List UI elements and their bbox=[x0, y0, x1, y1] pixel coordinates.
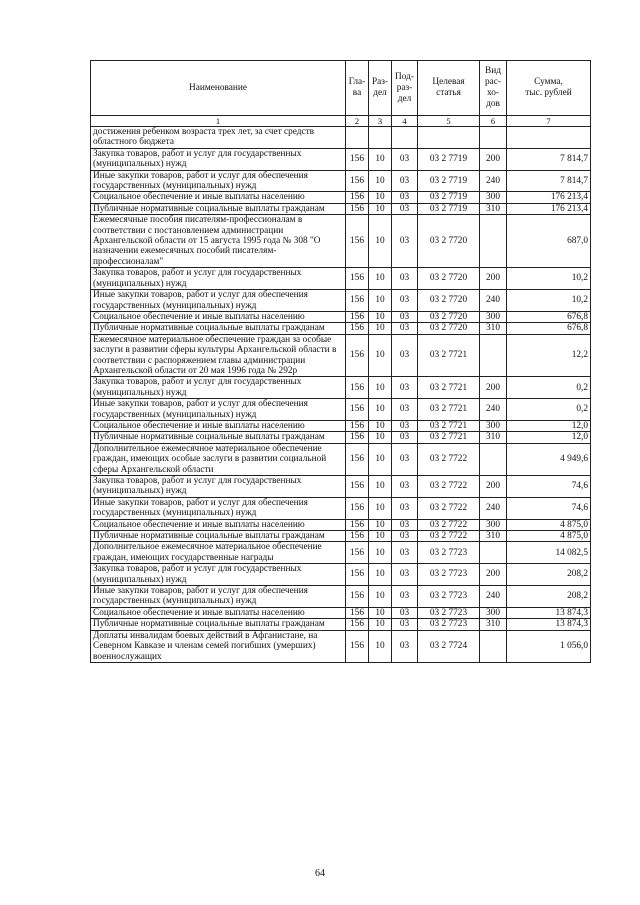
row-target-article-cell: 03 2 7722 bbox=[418, 497, 480, 519]
table-row bbox=[91, 334, 591, 377]
row-target-article-cell: 03 2 7721 bbox=[418, 432, 480, 443]
row-glava-cell: 156 bbox=[346, 630, 369, 662]
row-expense-type-cell: 240 bbox=[480, 586, 507, 608]
row-target-article-cell: 03 2 7722 bbox=[418, 476, 480, 498]
row-glava-cell: 156 bbox=[346, 564, 369, 586]
row-target-article-cell: 03 2 7720 bbox=[418, 215, 480, 268]
row-razdel-cell: 10 bbox=[369, 443, 392, 475]
row-podrazdel-cell: 03 bbox=[392, 443, 418, 475]
header-podrazdel: Под- раз- дел bbox=[392, 61, 418, 116]
column-number-row bbox=[91, 116, 591, 127]
row-expense-type-cell: 200 bbox=[480, 377, 507, 399]
row-podrazdel-cell: 03 bbox=[392, 148, 418, 170]
table-row bbox=[91, 127, 591, 149]
table-row bbox=[91, 268, 591, 290]
table-row bbox=[91, 542, 591, 564]
row-razdel-cell: 10 bbox=[369, 290, 392, 312]
row-expense-type-cell: 300 bbox=[480, 519, 507, 530]
row-sum-cell bbox=[507, 127, 591, 149]
table-row bbox=[91, 443, 591, 475]
header-glava: Гла- ва bbox=[346, 61, 369, 116]
row-expense-type-cell bbox=[480, 443, 507, 475]
row-expense-type-cell: 310 bbox=[480, 531, 507, 542]
row-target-article-cell: 03 2 7724 bbox=[418, 630, 480, 662]
header-sum: Сумма, тыс. рублей bbox=[507, 61, 591, 116]
row-sum-cell: 676,8 bbox=[507, 311, 591, 322]
row-expense-type-cell: 200 bbox=[480, 268, 507, 290]
row-expense-type-cell: 200 bbox=[480, 564, 507, 586]
row-expense-type-cell bbox=[480, 630, 507, 662]
row-glava-cell: 156 bbox=[346, 432, 369, 443]
row-podrazdel-cell: 03 bbox=[392, 497, 418, 519]
row-sum-cell: 208,2 bbox=[507, 586, 591, 608]
row-podrazdel-cell: 03 bbox=[392, 203, 418, 214]
table-row bbox=[91, 323, 591, 334]
row-name-cell: Закупка товаров, работ и услуг для государственных (муниципальных) нужд bbox=[91, 148, 346, 170]
row-razdel-cell: 10 bbox=[369, 607, 392, 618]
row-razdel-cell: 10 bbox=[369, 519, 392, 530]
row-razdel-cell: 10 bbox=[369, 192, 392, 203]
row-glava-cell: 156 bbox=[346, 497, 369, 519]
row-glava-cell: 156 bbox=[346, 607, 369, 618]
row-name-cell: Иные закупки товаров, работ и услуг для обеспечения государственных (муниципальных) нужд bbox=[91, 399, 346, 421]
row-sum-cell: 74,6 bbox=[507, 497, 591, 519]
header-target-article: Целевая статья bbox=[418, 61, 480, 116]
table-row bbox=[91, 619, 591, 630]
row-razdel-cell: 10 bbox=[369, 170, 392, 192]
table-row bbox=[91, 377, 591, 399]
col-num: 6 bbox=[480, 116, 507, 127]
row-expense-type-cell bbox=[480, 215, 507, 268]
row-podrazdel-cell: 03 bbox=[392, 432, 418, 443]
row-sum-cell: 10,2 bbox=[507, 290, 591, 312]
row-name-cell: Иные закупки товаров, работ и услуг для обеспечения государственных (муниципальных) нужд bbox=[91, 290, 346, 312]
row-target-article-cell: 03 2 7723 bbox=[418, 564, 480, 586]
row-target-article-cell: 03 2 7719 bbox=[418, 203, 480, 214]
table-row bbox=[91, 586, 591, 608]
row-target-article-cell: 03 2 7723 bbox=[418, 586, 480, 608]
row-sum-cell: 12,0 bbox=[507, 420, 591, 431]
row-sum-cell: 0,2 bbox=[507, 399, 591, 421]
row-name-cell: достижения ребенком возраста трех лет, за счет средств областного бюджета bbox=[91, 127, 346, 149]
row-podrazdel-cell: 03 bbox=[392, 630, 418, 662]
row-razdel-cell: 10 bbox=[369, 619, 392, 630]
row-name-cell: Ежемесячные пособия писателям-профессионалам в соответствии с постановлением администрации Архангельской области от 15 августа 1995 года № 308 "О назначении ежемесячных пособий писателям-профессионалам" bbox=[91, 215, 346, 268]
row-glava-cell: 156 bbox=[346, 290, 369, 312]
row-target-article-cell: 03 2 7723 bbox=[418, 542, 480, 564]
row-razdel-cell: 10 bbox=[369, 215, 392, 268]
row-glava-cell: 156 bbox=[346, 323, 369, 334]
table-row bbox=[91, 564, 591, 586]
row-target-article-cell bbox=[418, 127, 480, 149]
row-sum-cell: 13 874,3 bbox=[507, 607, 591, 618]
row-sum-cell: 12,2 bbox=[507, 334, 591, 377]
table-row bbox=[91, 476, 591, 498]
table-body bbox=[91, 127, 591, 663]
row-target-article-cell: 03 2 7720 bbox=[418, 323, 480, 334]
row-name-cell: Публичные нормативные социальные выплаты гражданам bbox=[91, 323, 346, 334]
row-name-cell: Социальное обеспечение и иные выплаты населению bbox=[91, 519, 346, 530]
row-sum-cell: 4 949,6 bbox=[507, 443, 591, 475]
row-sum-cell: 74,6 bbox=[507, 476, 591, 498]
row-name-cell: Закупка товаров, работ и услуг для государственных (муниципальных) нужд bbox=[91, 476, 346, 498]
budget-table bbox=[90, 60, 591, 663]
row-razdel-cell: 10 bbox=[369, 334, 392, 377]
row-name-cell: Закупка товаров, работ и услуг для государственных (муниципальных) нужд bbox=[91, 377, 346, 399]
row-podrazdel-cell: 03 bbox=[392, 170, 418, 192]
row-name-cell: Дополнительное ежемесячное материальное обеспечение граждан, имеющих особые заслуги в развитии социальной сферы Архангельской области bbox=[91, 443, 346, 475]
row-name-cell: Ежемесячное материальное обеспечение граждан за особые заслуги в развитии сферы культуры Архангельской области в соответствии с распоряжением главы администрации Архангельской области от 20 мая 1996 года № 292р bbox=[91, 334, 346, 377]
row-expense-type-cell: 240 bbox=[480, 399, 507, 421]
row-sum-cell: 10,2 bbox=[507, 268, 591, 290]
row-sum-cell: 676,8 bbox=[507, 323, 591, 334]
header-expense-type: Вид рас- хо- дов bbox=[480, 61, 507, 116]
row-sum-cell: 1 056,0 bbox=[507, 630, 591, 662]
row-name-cell: Социальное обеспечение и иные выплаты населению bbox=[91, 311, 346, 322]
row-glava-cell: 156 bbox=[346, 586, 369, 608]
row-target-article-cell: 03 2 7719 bbox=[418, 148, 480, 170]
row-target-article-cell: 03 2 7723 bbox=[418, 619, 480, 630]
table-row bbox=[91, 607, 591, 618]
row-expense-type-cell: 300 bbox=[480, 607, 507, 618]
row-podrazdel-cell: 03 bbox=[392, 619, 418, 630]
row-expense-type-cell: 200 bbox=[480, 476, 507, 498]
row-podrazdel-cell: 03 bbox=[392, 323, 418, 334]
row-podrazdel-cell: 03 bbox=[392, 311, 418, 322]
row-razdel-cell: 10 bbox=[369, 542, 392, 564]
row-razdel-cell: 10 bbox=[369, 564, 392, 586]
row-glava-cell: 156 bbox=[346, 619, 369, 630]
row-expense-type-cell: 240 bbox=[480, 497, 507, 519]
row-expense-type-cell: 310 bbox=[480, 432, 507, 443]
row-razdel-cell: 10 bbox=[369, 268, 392, 290]
table-row bbox=[91, 148, 591, 170]
row-expense-type-cell: 240 bbox=[480, 290, 507, 312]
row-podrazdel-cell: 03 bbox=[392, 476, 418, 498]
row-glava-cell: 156 bbox=[346, 420, 369, 431]
row-glava-cell: 156 bbox=[346, 334, 369, 377]
row-sum-cell: 0,2 bbox=[507, 377, 591, 399]
row-glava-cell bbox=[346, 127, 369, 149]
row-target-article-cell: 03 2 7721 bbox=[418, 334, 480, 377]
row-target-article-cell: 03 2 7722 bbox=[418, 443, 480, 475]
row-sum-cell: 208,2 bbox=[507, 564, 591, 586]
col-num: 5 bbox=[418, 116, 480, 127]
row-razdel-cell: 10 bbox=[369, 497, 392, 519]
row-razdel-cell: 10 bbox=[369, 476, 392, 498]
row-podrazdel-cell: 03 bbox=[392, 564, 418, 586]
row-sum-cell: 4 875,0 bbox=[507, 519, 591, 530]
header-name: Наименование bbox=[91, 61, 346, 116]
row-expense-type-cell bbox=[480, 127, 507, 149]
row-razdel-cell: 10 bbox=[369, 148, 392, 170]
row-glava-cell: 156 bbox=[346, 531, 369, 542]
row-podrazdel-cell: 03 bbox=[392, 607, 418, 618]
row-podrazdel-cell: 03 bbox=[392, 542, 418, 564]
row-target-article-cell: 03 2 7719 bbox=[418, 192, 480, 203]
row-expense-type-cell bbox=[480, 542, 507, 564]
row-expense-type-cell: 300 bbox=[480, 420, 507, 431]
row-razdel-cell: 10 bbox=[369, 203, 392, 214]
row-razdel-cell bbox=[369, 127, 392, 149]
table-row bbox=[91, 420, 591, 431]
row-podrazdel-cell: 03 bbox=[392, 519, 418, 530]
row-sum-cell: 176 213,4 bbox=[507, 192, 591, 203]
row-glava-cell: 156 bbox=[346, 148, 369, 170]
row-name-cell: Доплаты инвалидам боевых действий в Афганистане, на Северном Кавказе и членам семей погибших (умерших) военнослужащих bbox=[91, 630, 346, 662]
row-podrazdel-cell: 03 bbox=[392, 377, 418, 399]
row-expense-type-cell: 300 bbox=[480, 192, 507, 203]
row-target-article-cell: 03 2 7719 bbox=[418, 170, 480, 192]
row-razdel-cell: 10 bbox=[369, 432, 392, 443]
header-razdel: Раз- дел bbox=[369, 61, 392, 116]
table-row bbox=[91, 519, 591, 530]
row-glava-cell: 156 bbox=[346, 192, 369, 203]
table-row bbox=[91, 215, 591, 268]
row-sum-cell: 14 082,5 bbox=[507, 542, 591, 564]
row-name-cell: Публичные нормативные социальные выплаты гражданам bbox=[91, 619, 346, 630]
row-podrazdel-cell: 03 bbox=[392, 586, 418, 608]
row-razdel-cell: 10 bbox=[369, 323, 392, 334]
row-podrazdel-cell: 03 bbox=[392, 215, 418, 268]
row-expense-type-cell: 310 bbox=[480, 619, 507, 630]
row-podrazdel-cell: 03 bbox=[392, 399, 418, 421]
row-expense-type-cell bbox=[480, 334, 507, 377]
row-razdel-cell: 10 bbox=[369, 377, 392, 399]
row-expense-type-cell: 200 bbox=[480, 148, 507, 170]
row-razdel-cell: 10 bbox=[369, 586, 392, 608]
row-target-article-cell: 03 2 7720 bbox=[418, 290, 480, 312]
table-row bbox=[91, 290, 591, 312]
col-num: 3 bbox=[369, 116, 392, 127]
row-podrazdel-cell: 03 bbox=[392, 531, 418, 542]
row-sum-cell: 176 213,4 bbox=[507, 203, 591, 214]
table-row bbox=[91, 203, 591, 214]
row-target-article-cell: 03 2 7723 bbox=[418, 607, 480, 618]
row-glava-cell: 156 bbox=[346, 443, 369, 475]
row-target-article-cell: 03 2 7721 bbox=[418, 420, 480, 431]
table-row bbox=[91, 311, 591, 322]
row-glava-cell: 156 bbox=[346, 542, 369, 564]
row-razdel-cell: 10 bbox=[369, 399, 392, 421]
row-razdel-cell: 10 bbox=[369, 531, 392, 542]
row-razdel-cell: 10 bbox=[369, 420, 392, 431]
row-razdel-cell: 10 bbox=[369, 630, 392, 662]
row-name-cell: Социальное обеспечение и иные выплаты населению bbox=[91, 420, 346, 431]
row-name-cell: Дополнительное ежемесячное материальное обеспечение граждан, имеющих государственные награды bbox=[91, 542, 346, 564]
row-name-cell: Публичные нормативные социальные выплаты гражданам bbox=[91, 203, 346, 214]
table-row bbox=[91, 531, 591, 542]
row-glava-cell: 156 bbox=[346, 519, 369, 530]
row-target-article-cell: 03 2 7721 bbox=[418, 399, 480, 421]
row-podrazdel-cell: 03 bbox=[392, 290, 418, 312]
row-glava-cell: 156 bbox=[346, 311, 369, 322]
row-name-cell: Публичные нормативные социальные выплаты гражданам bbox=[91, 432, 346, 443]
row-name-cell: Закупка товаров, работ и услуг для государственных (муниципальных) нужд bbox=[91, 268, 346, 290]
row-expense-type-cell: 300 bbox=[480, 311, 507, 322]
col-num: 2 bbox=[346, 116, 369, 127]
col-num: 1 bbox=[91, 116, 346, 127]
table-row bbox=[91, 170, 591, 192]
row-target-article-cell: 03 2 7720 bbox=[418, 311, 480, 322]
row-glava-cell: 156 bbox=[346, 268, 369, 290]
row-glava-cell: 156 bbox=[346, 170, 369, 192]
col-num: 4 bbox=[392, 116, 418, 127]
table-row bbox=[91, 432, 591, 443]
row-target-article-cell: 03 2 7722 bbox=[418, 531, 480, 542]
table-row bbox=[91, 399, 591, 421]
row-sum-cell: 687,0 bbox=[507, 215, 591, 268]
row-podrazdel-cell: 03 bbox=[392, 420, 418, 431]
row-target-article-cell: 03 2 7721 bbox=[418, 377, 480, 399]
row-target-article-cell: 03 2 7720 bbox=[418, 268, 480, 290]
table-row bbox=[91, 192, 591, 203]
document-page bbox=[90, 60, 590, 663]
row-sum-cell: 7 814,7 bbox=[507, 170, 591, 192]
table-row bbox=[91, 630, 591, 662]
row-razdel-cell: 10 bbox=[369, 311, 392, 322]
row-glava-cell: 156 bbox=[346, 476, 369, 498]
row-name-cell: Иные закупки товаров, работ и услуг для обеспечения государственных (муниципальных) нужд bbox=[91, 170, 346, 192]
row-podrazdel-cell bbox=[392, 127, 418, 149]
row-glava-cell: 156 bbox=[346, 215, 369, 268]
table-row bbox=[91, 497, 591, 519]
row-sum-cell: 7 814,7 bbox=[507, 148, 591, 170]
row-glava-cell: 156 bbox=[346, 377, 369, 399]
row-name-cell: Иные закупки товаров, работ и услуг для обеспечения государственных (муниципальных) нужд bbox=[91, 586, 346, 608]
row-glava-cell: 156 bbox=[346, 203, 369, 214]
row-podrazdel-cell: 03 bbox=[392, 268, 418, 290]
table-header-row bbox=[91, 61, 591, 116]
row-name-cell: Закупка товаров, работ и услуг для государственных (муниципальных) нужд bbox=[91, 564, 346, 586]
row-name-cell: Социальное обеспечение и иные выплаты населению bbox=[91, 192, 346, 203]
page-number: 64 bbox=[315, 868, 325, 879]
row-sum-cell: 4 875,0 bbox=[507, 531, 591, 542]
row-name-cell: Социальное обеспечение и иные выплаты населению bbox=[91, 607, 346, 618]
row-name-cell: Иные закупки товаров, работ и услуг для обеспечения государственных (муниципальных) нужд bbox=[91, 497, 346, 519]
row-expense-type-cell: 240 bbox=[480, 170, 507, 192]
row-name-cell: Публичные нормативные социальные выплаты гражданам bbox=[91, 531, 346, 542]
row-target-article-cell: 03 2 7722 bbox=[418, 519, 480, 530]
row-sum-cell: 12,0 bbox=[507, 432, 591, 443]
row-expense-type-cell: 310 bbox=[480, 323, 507, 334]
row-sum-cell: 13 874,3 bbox=[507, 619, 591, 630]
row-glava-cell: 156 bbox=[346, 399, 369, 421]
row-expense-type-cell: 310 bbox=[480, 203, 507, 214]
row-podrazdel-cell: 03 bbox=[392, 334, 418, 377]
col-num: 7 bbox=[507, 116, 591, 127]
row-podrazdel-cell: 03 bbox=[392, 192, 418, 203]
